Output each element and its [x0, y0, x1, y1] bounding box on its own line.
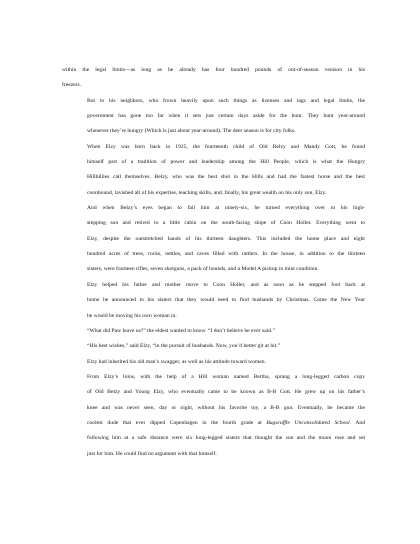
paragraph: [62, 63, 365, 94]
text-line: And when Belzy’s eyes began to fail him at ninety-six, he turned everything over to his high-: [87, 205, 365, 212]
paragraph: [62, 140, 365, 201]
text-line: Elzy had inherited his old man’s swagger, as well as his attitude toward women.: [87, 358, 266, 365]
text-line: whenever they’re hungry (Which is just about year-around). The deer season is for city folks.: [87, 128, 296, 135]
text-line: But to his neighbors, who frown heavily upon such things as licenses and tags and legal limits, the: [87, 97, 365, 104]
text-line: knee and was never seen, day or night, without his favorite toy, a B-B gun. Eventually, he became the: [87, 404, 365, 411]
text-line: himself part of a tradition of power and leadership among the Hill People, which is what the Hungry: [87, 159, 365, 166]
paragraph: [62, 94, 365, 140]
text-line: government has gone too far when it sets just certain days aside for the hunt. They hunt year-around: [87, 113, 365, 120]
text-line: of Old Belzy and Young Elzy, who eventually came to be known as B-B Gott. He grew up on his father’s: [87, 389, 365, 396]
paragraph: [62, 278, 365, 324]
text-line: “His best wishes,” said Elzy, “in the pursuit of husbands. Now, you’d better git at hit.”: [87, 343, 281, 350]
text-line: stepping son and retired to a little cabin on the south-facing slope of Coon Holler. Everything went to: [87, 220, 365, 227]
text-line: “What did Paw leave us?” the eldest wanted to know. “I don’t believe he ever said.”: [87, 327, 275, 334]
text-line: Elzy helped his father and mother move to Coon Holler, and as soon as he stepped foot back at: [87, 281, 365, 288]
text-line: Elzy, despite the outstretched hands of his thirteen daughters. This included the home place and eight: [87, 235, 365, 242]
text-line: When Elzy was born back in 1925, the fourteenth child of Old Belzy and Mandy Gott, he found: [87, 143, 365, 150]
text-line: hundred acres of trees, rocks, nettles, and caves filled with rattlers. In the house, in addition to the thirteen: [87, 251, 365, 258]
text-line: From Elzy’s loins, with the help of a Hill woman named Bertha, sprang a long-legged carbon copy: [87, 373, 365, 380]
text-segment: . And: [349, 419, 365, 426]
paragraph: [62, 339, 365, 354]
text-line: he would be moving his own woman in.: [87, 312, 177, 319]
paragraph: [62, 355, 365, 370]
text-line: Hillbillies call themselves. Belzy, who was the best shot in the Hills and had the fastest horse and the best: [87, 174, 365, 181]
text-line: coonhound, lavished all of his expertise, teaching skills, and, finally, his great wealth on his only son, Elzy.: [87, 189, 327, 196]
body-text: [62, 63, 365, 462]
paragraph: [62, 201, 365, 278]
paragraph: [62, 370, 365, 462]
paragraph: [62, 324, 365, 339]
text-line: just for him. He could find no argument with that himself.: [87, 450, 217, 457]
italic-school-name: Bugscuffle Unconsolidated School: [266, 419, 350, 426]
text-line: within the legal limits—as long as he already has four hundred pounds of out-of-season venison in his: [62, 67, 365, 73]
text-line: following him at a safe distance were six long-legged sisters that thought the sun and the moon rose and set: [87, 435, 365, 442]
text-line: sisters, were fourteen rifles, seven shotguns, a pack of hounds, and a Model A pickup in mint condition.: [87, 266, 319, 273]
text-segment: coolest dude that ever dipped Copenhagen in the fourth grade at: [87, 419, 267, 426]
text-line: [62, 416, 365, 431]
text-line: freezers.: [62, 82, 82, 89]
text-line: home he announced to his sisters that they would need to find husbands by Christmas. Come the New Year: [87, 297, 365, 304]
